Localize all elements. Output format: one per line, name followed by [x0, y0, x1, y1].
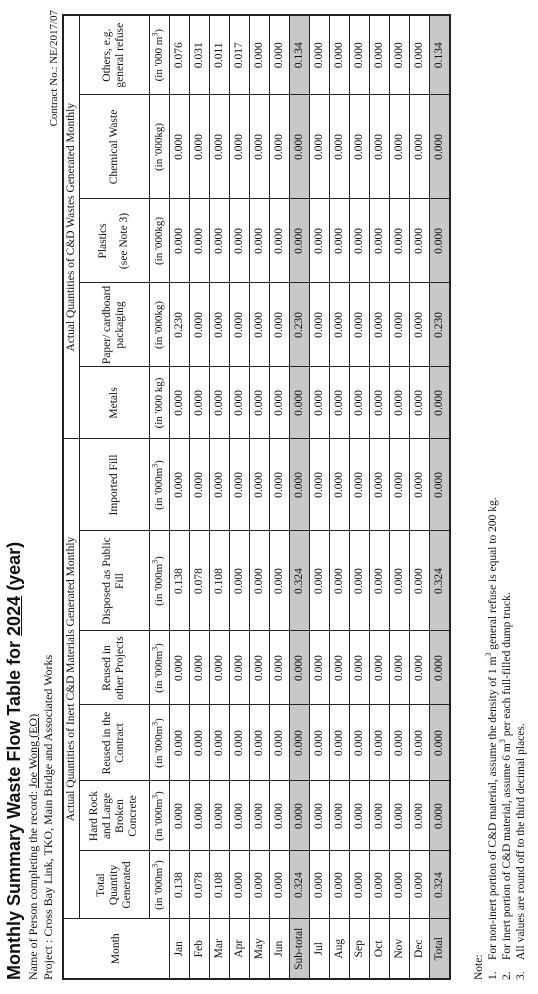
column-header: Paper/ cardboard packaging	[79, 283, 149, 367]
value-cell: 0.000	[269, 367, 289, 439]
value-cell: 0.000	[369, 531, 389, 631]
value-cell: 0.138	[169, 531, 189, 631]
value-cell: 0.000	[249, 781, 269, 851]
value-cell: 0.000	[249, 851, 269, 919]
column-unit: (in '000kg)	[149, 283, 169, 367]
value-cell: 0.000	[329, 631, 349, 705]
value-cell: 0.000	[209, 95, 229, 199]
value-cell: 0.000	[349, 531, 369, 631]
value-cell: 0.000	[389, 15, 409, 95]
value-cell: 0.000	[289, 439, 309, 531]
value-cell: 0.000	[409, 705, 429, 781]
month-header: Month	[63, 919, 169, 979]
value-cell: 0.000	[389, 439, 409, 531]
subtotal-row	[289, 15, 309, 979]
value-cell: 0.000	[429, 367, 450, 439]
value-cell: 0.000	[429, 631, 450, 705]
note-item	[514, 14, 528, 980]
value-cell: 0.000	[189, 705, 209, 781]
value-cell: 0.000	[369, 781, 389, 851]
month-cell: Apr	[229, 919, 249, 979]
column-header: Total Quantity Generated	[79, 851, 149, 919]
column-header: Others, e.g. general refuse	[79, 15, 149, 95]
value-cell: 0.000	[349, 15, 369, 95]
value-cell: 0.000	[289, 367, 309, 439]
note-number: 2.	[501, 971, 513, 980]
value-cell: 0.031	[189, 15, 209, 95]
table-body	[169, 15, 450, 979]
value-cell: 0.134	[429, 15, 450, 95]
table-row	[249, 15, 269, 979]
contract-number: Contract No.: NE/2017/07	[48, 10, 60, 127]
value-cell: 0.000	[409, 439, 429, 531]
value-cell: 0.000	[409, 283, 429, 367]
value-cell: 0.000	[329, 705, 349, 781]
value-cell: 0.000	[389, 283, 409, 367]
value-cell: 0.000	[269, 15, 289, 95]
value-cell: 0.000	[329, 439, 349, 531]
column-header: Chemical Waste	[79, 95, 149, 199]
value-cell: 0.000	[409, 631, 429, 705]
table-row	[329, 15, 349, 979]
waste-flow-table	[62, 14, 451, 980]
table-row	[409, 15, 429, 979]
value-cell: 0.000	[249, 531, 269, 631]
value-cell: 0.230	[429, 283, 450, 367]
note-text: For inert portion of C&D material, assume 6 $m^3$ per each full-filled dump truck.	[498, 592, 513, 960]
column-unit: (in '000kg)	[149, 199, 169, 283]
column-unit: (in '$000m^3$)	[149, 439, 169, 531]
value-cell: 0.000	[189, 199, 209, 283]
title-prefix: Monthly Summary Waste Flow Table for	[4, 635, 24, 980]
value-cell: 0.000	[169, 95, 189, 199]
value-cell: 0.000	[329, 781, 349, 851]
value-cell: 0.138	[169, 851, 189, 919]
person-line	[26, 14, 41, 980]
value-cell: 0.000	[209, 367, 229, 439]
value-cell: 0.000	[269, 631, 289, 705]
month-cell: Nov	[389, 919, 409, 979]
value-cell: 0.000	[389, 531, 409, 631]
table-row	[229, 15, 249, 979]
value-cell: 0.000	[229, 631, 249, 705]
value-cell: 0.000	[209, 283, 229, 367]
column-unit: (in '$000m^3$)	[149, 781, 169, 851]
table-row	[269, 15, 289, 979]
value-cell: 0.000	[269, 531, 289, 631]
value-cell: 0.000	[309, 781, 329, 851]
table-row	[169, 15, 189, 979]
value-cell: 0.000	[409, 95, 429, 199]
value-cell: 0.000	[189, 781, 209, 851]
month-cell: Aug	[329, 919, 349, 979]
value-cell: 0.000	[229, 439, 249, 531]
value-cell: 0.011	[209, 15, 229, 95]
table-head	[63, 15, 169, 979]
value-cell: 0.000	[189, 367, 209, 439]
column-unit: (in '000 kg)	[149, 367, 169, 439]
value-cell: 0.000	[189, 439, 209, 531]
note-text: All values are round off to the third decimal places.	[515, 723, 527, 960]
value-cell: 0.000	[249, 15, 269, 95]
value-cell: 0.000	[309, 199, 329, 283]
page-title	[2, 14, 26, 980]
value-cell: 0.000	[369, 15, 389, 95]
value-cell: 0.000	[409, 367, 429, 439]
column-header: Metals	[79, 367, 149, 439]
value-cell: 0.000	[269, 95, 289, 199]
value-cell: 0.000	[269, 781, 289, 851]
value-cell: 0.000	[389, 851, 409, 919]
value-cell: 0.108	[209, 531, 229, 631]
value-cell: 0.000	[269, 851, 289, 919]
notes-heading: Note:	[473, 954, 485, 980]
value-cell: 0.000	[229, 705, 249, 781]
value-cell: 0.000	[389, 95, 409, 199]
note-item	[486, 14, 500, 980]
value-cell: 0.000	[289, 199, 309, 283]
value-cell: 0.000	[309, 95, 329, 199]
month-cell: Jun	[269, 919, 289, 979]
value-cell: 0.000	[169, 439, 189, 531]
table-row	[369, 15, 389, 979]
value-cell: 0.000	[369, 439, 389, 531]
value-cell: 0.000	[329, 851, 349, 919]
month-cell: Dec	[409, 919, 429, 979]
value-cell: 0.000	[309, 15, 329, 95]
value-cell: 0.000	[169, 199, 189, 283]
value-cell: 0.000	[169, 705, 189, 781]
value-cell: 0.230	[289, 283, 309, 367]
value-cell: 0.324	[429, 851, 450, 919]
column-unit: (in '$000m^3$)	[149, 631, 169, 705]
value-cell: 0.000	[309, 367, 329, 439]
value-cell: 0.000	[229, 531, 249, 631]
value-cell: 0.000	[429, 439, 450, 531]
value-cell: 0.000	[269, 199, 289, 283]
table-row	[209, 15, 229, 979]
value-cell: 0.000	[229, 851, 249, 919]
value-cell: 0.000	[249, 439, 269, 531]
column-header: Hard Rock and Large Broken Concrete	[79, 781, 149, 851]
value-cell: 0.000	[169, 781, 189, 851]
column-unit: (in '$000m^3$)	[149, 531, 169, 631]
table-row	[189, 15, 209, 979]
value-cell: 0.000	[369, 705, 389, 781]
value-cell: 0.000	[369, 851, 389, 919]
value-cell: 0.000	[249, 631, 269, 705]
value-cell: 0.000	[349, 781, 369, 851]
table-row	[309, 15, 329, 979]
subtotal-row	[429, 15, 450, 979]
value-cell: 0.000	[369, 199, 389, 283]
value-cell: 0.000	[349, 95, 369, 199]
value-cell: 0.000	[329, 283, 349, 367]
value-cell: 0.134	[289, 15, 309, 95]
inert-group-header: Actual Quantities of Inert C&D Materials Generated Monthly	[63, 439, 79, 919]
column-header: Plastics (see Note 3)	[79, 199, 149, 283]
value-cell: 0.000	[189, 631, 209, 705]
value-cell: 0.000	[389, 367, 409, 439]
value-cell: 0.000	[229, 283, 249, 367]
column-unit: (in '$000m^3$)	[149, 705, 169, 781]
person-name: Joe Wong (EO)	[26, 713, 40, 789]
month-cell: Sub-total	[289, 919, 309, 979]
value-cell: 0.000	[189, 283, 209, 367]
notes-list	[486, 14, 528, 980]
value-cell: 0.000	[289, 631, 309, 705]
month-cell: Sep	[349, 919, 369, 979]
value-cell: 0.000	[189, 95, 209, 199]
value-cell: 0.000	[389, 199, 409, 283]
value-cell: 0.000	[369, 367, 389, 439]
project-line: Project : Cross Bay Link, TKO, Main Bridge and Associated Works	[41, 654, 55, 980]
document-header	[2, 14, 56, 980]
value-cell: 0.108	[209, 851, 229, 919]
value-cell: 0.000	[269, 283, 289, 367]
value-cell: 0.000	[429, 199, 450, 283]
value-cell: 0.000	[389, 705, 409, 781]
value-cell: 0.000	[409, 781, 429, 851]
value-cell: 0.078	[189, 531, 209, 631]
title-year: 2024	[4, 595, 24, 636]
value-cell: 0.000	[209, 631, 229, 705]
value-cell: 0.000	[409, 199, 429, 283]
value-cell: 0.000	[329, 199, 349, 283]
value-cell: 0.000	[409, 15, 429, 95]
month-cell: Oct	[369, 919, 389, 979]
note-item	[500, 14, 514, 980]
value-cell: 0.324	[429, 531, 450, 631]
value-cell: 0.000	[329, 531, 349, 631]
cd-waste-group-header: Actual Quantities of C&D Wastes Generated Monthly	[63, 15, 79, 439]
value-cell: 0.000	[309, 439, 329, 531]
value-cell: 0.000	[309, 851, 329, 919]
value-cell: 0.000	[269, 439, 289, 531]
person-label: Name of Person completing the record:	[26, 788, 40, 980]
value-cell: 0.000	[429, 705, 450, 781]
value-cell: 0.000	[349, 439, 369, 531]
value-cell: 0.000	[229, 199, 249, 283]
column-header: Reused in other Projects	[79, 631, 149, 705]
value-cell: 0.000	[349, 283, 369, 367]
value-cell: 0.000	[209, 705, 229, 781]
value-cell: 0.000	[249, 705, 269, 781]
table-row	[349, 15, 369, 979]
value-cell: 0.078	[189, 851, 209, 919]
value-cell: 0.000	[369, 631, 389, 705]
value-cell: 0.000	[329, 367, 349, 439]
column-header: Imported Fill	[79, 439, 149, 531]
value-cell: 0.000	[309, 705, 329, 781]
value-cell: 0.000	[389, 781, 409, 851]
value-cell: 0.017	[229, 15, 249, 95]
value-cell: 0.000	[229, 367, 249, 439]
month-cell: Total	[429, 919, 450, 979]
value-cell: 0.000	[209, 439, 229, 531]
value-cell: 0.000	[169, 367, 189, 439]
month-cell: Jan	[169, 919, 189, 979]
value-cell: 0.230	[169, 283, 189, 367]
value-cell: 0.000	[209, 199, 229, 283]
month-cell: Mar	[209, 919, 229, 979]
value-cell: 0.000	[409, 531, 429, 631]
value-cell: 0.000	[309, 631, 329, 705]
value-cell: 0.000	[229, 781, 249, 851]
value-cell: 0.324	[289, 531, 309, 631]
notes-section	[472, 14, 528, 980]
value-cell: 0.000	[349, 705, 369, 781]
value-cell: 0.000	[229, 95, 249, 199]
value-cell: 0.000	[409, 851, 429, 919]
value-cell: 0.000	[369, 95, 389, 199]
value-cell: 0.000	[309, 531, 329, 631]
month-cell: Jul	[309, 919, 329, 979]
column-unit: (in '$000m^3$)	[149, 851, 169, 919]
value-cell: 0.324	[289, 851, 309, 919]
value-cell: 0.000	[329, 15, 349, 95]
note-number: 3.	[515, 971, 527, 980]
value-cell: 0.076	[169, 15, 189, 95]
value-cell: 0.000	[429, 95, 450, 199]
note-number: 1.	[487, 971, 499, 980]
value-cell: 0.000	[249, 95, 269, 199]
column-unit: (in '000kg)	[149, 95, 169, 199]
column-unit: (in '000 $m^3$)	[149, 15, 169, 95]
value-cell: 0.000	[309, 283, 329, 367]
value-cell: 0.000	[429, 781, 450, 851]
value-cell: 0.000	[249, 367, 269, 439]
value-cell: 0.000	[289, 95, 309, 199]
value-cell: 0.000	[369, 283, 389, 367]
value-cell: 0.000	[289, 781, 309, 851]
month-cell: May	[249, 919, 269, 979]
value-cell: 0.000	[349, 367, 369, 439]
value-cell: 0.000	[249, 283, 269, 367]
value-cell: 0.000	[349, 851, 369, 919]
column-header: Disposed as Public Fill	[79, 531, 149, 631]
value-cell: 0.000	[269, 705, 289, 781]
value-cell: 0.000	[169, 631, 189, 705]
note-text: For non-inert portion of C&D material, assume the density of 1 $m^3$ general refuse is equal to 200 kg.	[484, 497, 499, 960]
month-cell: Feb	[189, 919, 209, 979]
value-cell: 0.000	[249, 199, 269, 283]
column-header: Reused in the Contract	[79, 705, 149, 781]
value-cell: 0.000	[389, 631, 409, 705]
title-suffix: (year)	[4, 541, 24, 596]
value-cell: 0.000	[329, 95, 349, 199]
value-cell: 0.000	[349, 631, 369, 705]
value-cell: 0.000	[289, 705, 309, 781]
value-cell: 0.000	[349, 199, 369, 283]
table-row	[389, 15, 409, 979]
value-cell: 0.000	[209, 781, 229, 851]
